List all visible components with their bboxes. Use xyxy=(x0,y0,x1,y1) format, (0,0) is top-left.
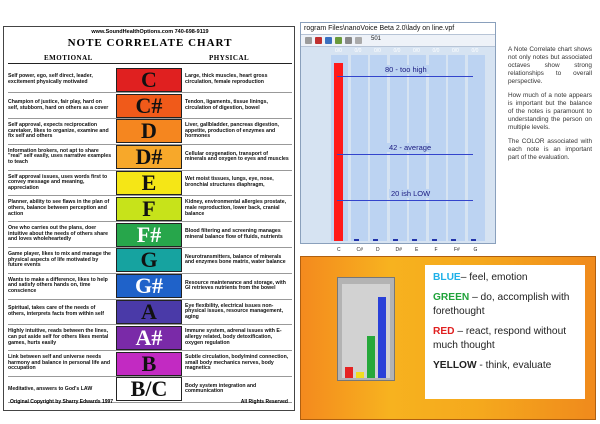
color-keyword: RED xyxy=(433,326,455,337)
physical-text: Body system integration and communication xyxy=(185,382,257,395)
window-title: rogram Files\nanoVoice Beta 2.0\lady on line.vpf xyxy=(301,23,495,35)
plot-bar xyxy=(373,239,378,241)
note-swatch: B xyxy=(116,352,182,376)
emotional-text: One who carries out the plans, doer intuitive about the needs of others share and loves wholeheartedly xyxy=(8,225,109,243)
toolbar-icon-3[interactable] xyxy=(325,37,332,44)
chart-row xyxy=(8,299,292,325)
chart-copyright: Original Copyright by Sharry Edwards 1997 xyxy=(10,399,114,405)
emotional-text: Spiritual, takes care of the needs of others, interprets facts from within self xyxy=(8,305,104,318)
plot-column-zero-label: 0/0 xyxy=(335,48,342,54)
plot-axis-label: D# xyxy=(395,247,402,253)
physical-text: Kidney, environmental allergies prostate, male reproduction, lower back, cranial balance xyxy=(185,199,287,217)
reference-line-high xyxy=(337,76,473,77)
plot-column-zero-label: 0/0 xyxy=(432,48,440,54)
note-swatch: A xyxy=(116,300,182,324)
plot-axis-label: D xyxy=(376,247,380,253)
plot-axis-label: C xyxy=(337,247,341,253)
chart-row xyxy=(8,170,292,196)
reference-line-low xyxy=(337,200,473,201)
plot-axis-label: G xyxy=(473,247,478,253)
plot-bar xyxy=(432,239,437,241)
color-meaning-card xyxy=(425,265,585,399)
physical-text: Eye flexibility, electrical issues non-physical issues, resource management, aging xyxy=(185,302,284,320)
chart-rows xyxy=(8,67,292,402)
color-meaning-text: - think, evaluate xyxy=(476,360,552,371)
plot-axis-label: E xyxy=(415,247,419,253)
plot-column-f-sharp[interactable] xyxy=(448,55,466,241)
chart-row xyxy=(8,248,292,274)
note-swatch: A# xyxy=(116,326,182,350)
emotional-text: Self approval issues, uses words first to convey message and meaning, appreciation xyxy=(8,173,108,191)
chart-rights: All Rights Reserved xyxy=(240,399,288,405)
chart-row xyxy=(8,67,292,93)
physical-text: Immune system, adrenal issues with E-allergy related, body detoxification, oxygen regulation xyxy=(185,328,282,346)
plot-column-zero-label: 0/0 xyxy=(452,48,459,54)
physical-column-header: PHYSICAL xyxy=(209,54,250,62)
physical-text: Cellular oxygenation, transport of minerals and oxygen to eyes and muscles xyxy=(185,150,289,163)
color-meaning-item xyxy=(433,359,579,373)
emotional-column-header: EMOTIONAL xyxy=(44,54,93,62)
header-divider xyxy=(8,63,292,64)
chart-title: NOTE CORRELATE CHART xyxy=(67,37,233,49)
emotional-text: Meditative, answers to God's LAW xyxy=(8,385,93,392)
note-correlate-chart xyxy=(3,26,295,411)
mini-bar xyxy=(378,297,386,378)
plot-bar xyxy=(334,63,343,241)
toolbar-icon-2[interactable] xyxy=(315,37,322,44)
physical-text: Resource maintenance and storage, with GI retrieves nutrients from the bowel xyxy=(185,279,286,292)
note-swatch: G xyxy=(116,248,182,272)
color-keyword: GREEN xyxy=(433,292,470,303)
mini-bar xyxy=(345,367,353,378)
mini-bar xyxy=(367,336,375,378)
toolbar-icon-5[interactable] xyxy=(345,37,352,44)
emotional-text: Information brokers, not apt to share "real" self easily, uses narrative examples to teach xyxy=(8,147,112,166)
color-keyword: YELLOW xyxy=(433,360,477,371)
chart-row xyxy=(8,325,292,351)
plot-bar xyxy=(354,239,359,241)
chart-row xyxy=(8,144,292,170)
description-p3: The COLOR associated with each note is an important part of the evaluation. xyxy=(508,138,592,161)
toolbar-icon-6[interactable] xyxy=(355,37,362,44)
description-p2: How much of a note appears is important but the balance of the notes is paramount to understanding the person on multiple levels. xyxy=(508,92,592,131)
plot-axis-label: F xyxy=(434,247,438,253)
chart-row xyxy=(8,196,292,222)
plot-axis-label: C# xyxy=(356,247,363,253)
nanovoice-window xyxy=(300,22,496,253)
description-p1: A Note Correlate chart shows not only notes but associated octaves show strong relationships to overall perspective. xyxy=(508,46,592,85)
note-swatch: C xyxy=(116,68,182,92)
physical-text: Tendon, ligaments, tissue linings, circulation of digestion, bowel xyxy=(185,99,268,111)
color-meaning-text: – do, accomplish with forethought xyxy=(433,292,570,317)
toolbar-icon-1[interactable] xyxy=(305,37,312,44)
mini-bar xyxy=(356,372,364,378)
note-swatch: G# xyxy=(116,274,182,298)
emotional-text: Self power, ego, self direct, leader, excitement physically motivated xyxy=(8,73,93,85)
emotional-text: Planner, ability to see flaws in the plan of others, balance between perception and action xyxy=(8,199,110,217)
plot-bar xyxy=(393,239,398,241)
plot-column-g[interactable] xyxy=(468,55,486,241)
plot-axis-label: F# xyxy=(454,247,460,253)
plot-column-zero-label: 0/0 xyxy=(471,48,479,54)
plot-column-c-sharp[interactable] xyxy=(351,55,369,241)
plot-column-zero-label: 0/0 xyxy=(393,48,401,54)
toolbar xyxy=(301,35,495,47)
plot-column-zero-label: 0/0 xyxy=(354,48,362,54)
color-meaning-panel xyxy=(300,256,596,420)
emotional-text: Highly intuitive, reads between the lines, can put aside self for others likes mental games, hurts easily xyxy=(8,328,109,346)
emotional-text: Self approval, expects reciprocation caretaker, likes to organize, examine and fix self and others xyxy=(8,122,109,140)
chart-row xyxy=(8,222,292,248)
physical-text: Large, thick muscles, heart gross circulation, female reproduction xyxy=(185,73,268,85)
physical-text: Blood filtering and screening manages mineral balance flow of fluids, nutrients xyxy=(185,228,283,240)
color-meaning-item xyxy=(433,291,579,319)
emotional-text: Wants to make a difference, likes to help and satisfy others hands on, time conscience xyxy=(8,276,108,295)
chart-row xyxy=(8,93,292,119)
note-swatch: F# xyxy=(116,223,182,247)
reference-line-average xyxy=(337,154,473,155)
plot-bar xyxy=(471,239,476,241)
physical-text: Liver, gallbladder, pancreas digestion, appetite, production of enzymes and hormones xyxy=(185,122,279,140)
physical-text: Subtle circulation, body/mind connection, small body mechanics nerves, body magnetics xyxy=(185,354,289,372)
mini-bar-chart xyxy=(337,277,395,381)
reference-line-high-label: 80 - too high xyxy=(385,64,427,74)
reference-line-low-label: 20 ish LOW xyxy=(391,188,431,198)
color-meaning-item xyxy=(433,325,579,353)
chart-row xyxy=(8,273,292,299)
note-swatch: E xyxy=(116,171,182,195)
emotional-text: Game player, likes to mix and manage the physical aspects of life motivated by future events xyxy=(8,251,111,269)
reference-line-average-label: 42 - average xyxy=(389,143,432,153)
note-swatch: D# xyxy=(116,145,182,169)
color-meaning-item xyxy=(433,271,579,285)
toolbar-value: 501 xyxy=(371,36,382,42)
note-swatch: B/C xyxy=(116,377,182,401)
physical-text: Neurotransmitters, balance of minerals and enzymes bone matrix, water balance xyxy=(185,253,286,266)
chart-row xyxy=(8,351,292,377)
plot-column-zero-label: 0/0 xyxy=(374,48,381,54)
chart-row xyxy=(8,119,292,145)
chart-url: www.SoundHealthOptions.com 740-698-9119 xyxy=(91,29,209,35)
plot-column-d[interactable] xyxy=(370,55,388,241)
color-keyword: BLUE xyxy=(433,272,461,283)
color-meaning-text: – react, respond without much thought xyxy=(433,326,567,351)
emotional-text: Link between self and universe needs harmony and balance in personal life and occupation xyxy=(8,354,111,372)
plot-bar xyxy=(412,239,417,241)
emotional-text: Champion of justice, fair play, hard on self, stubborn, hard on others as a cover xyxy=(8,99,109,111)
note-swatch: C# xyxy=(116,94,182,118)
note-swatch: D xyxy=(116,119,182,143)
note-swatch: F xyxy=(116,197,182,221)
plot-column-zero-label: 0/0 xyxy=(413,48,420,54)
physical-text: Wet moist tissues, lungs, eye, nose, bronchial structures diaphragm, xyxy=(185,176,274,189)
color-meaning-text: – feel, emotion xyxy=(460,272,528,283)
toolbar-icon-4[interactable] xyxy=(335,37,342,44)
description xyxy=(508,46,592,168)
plot-bar xyxy=(451,239,456,241)
